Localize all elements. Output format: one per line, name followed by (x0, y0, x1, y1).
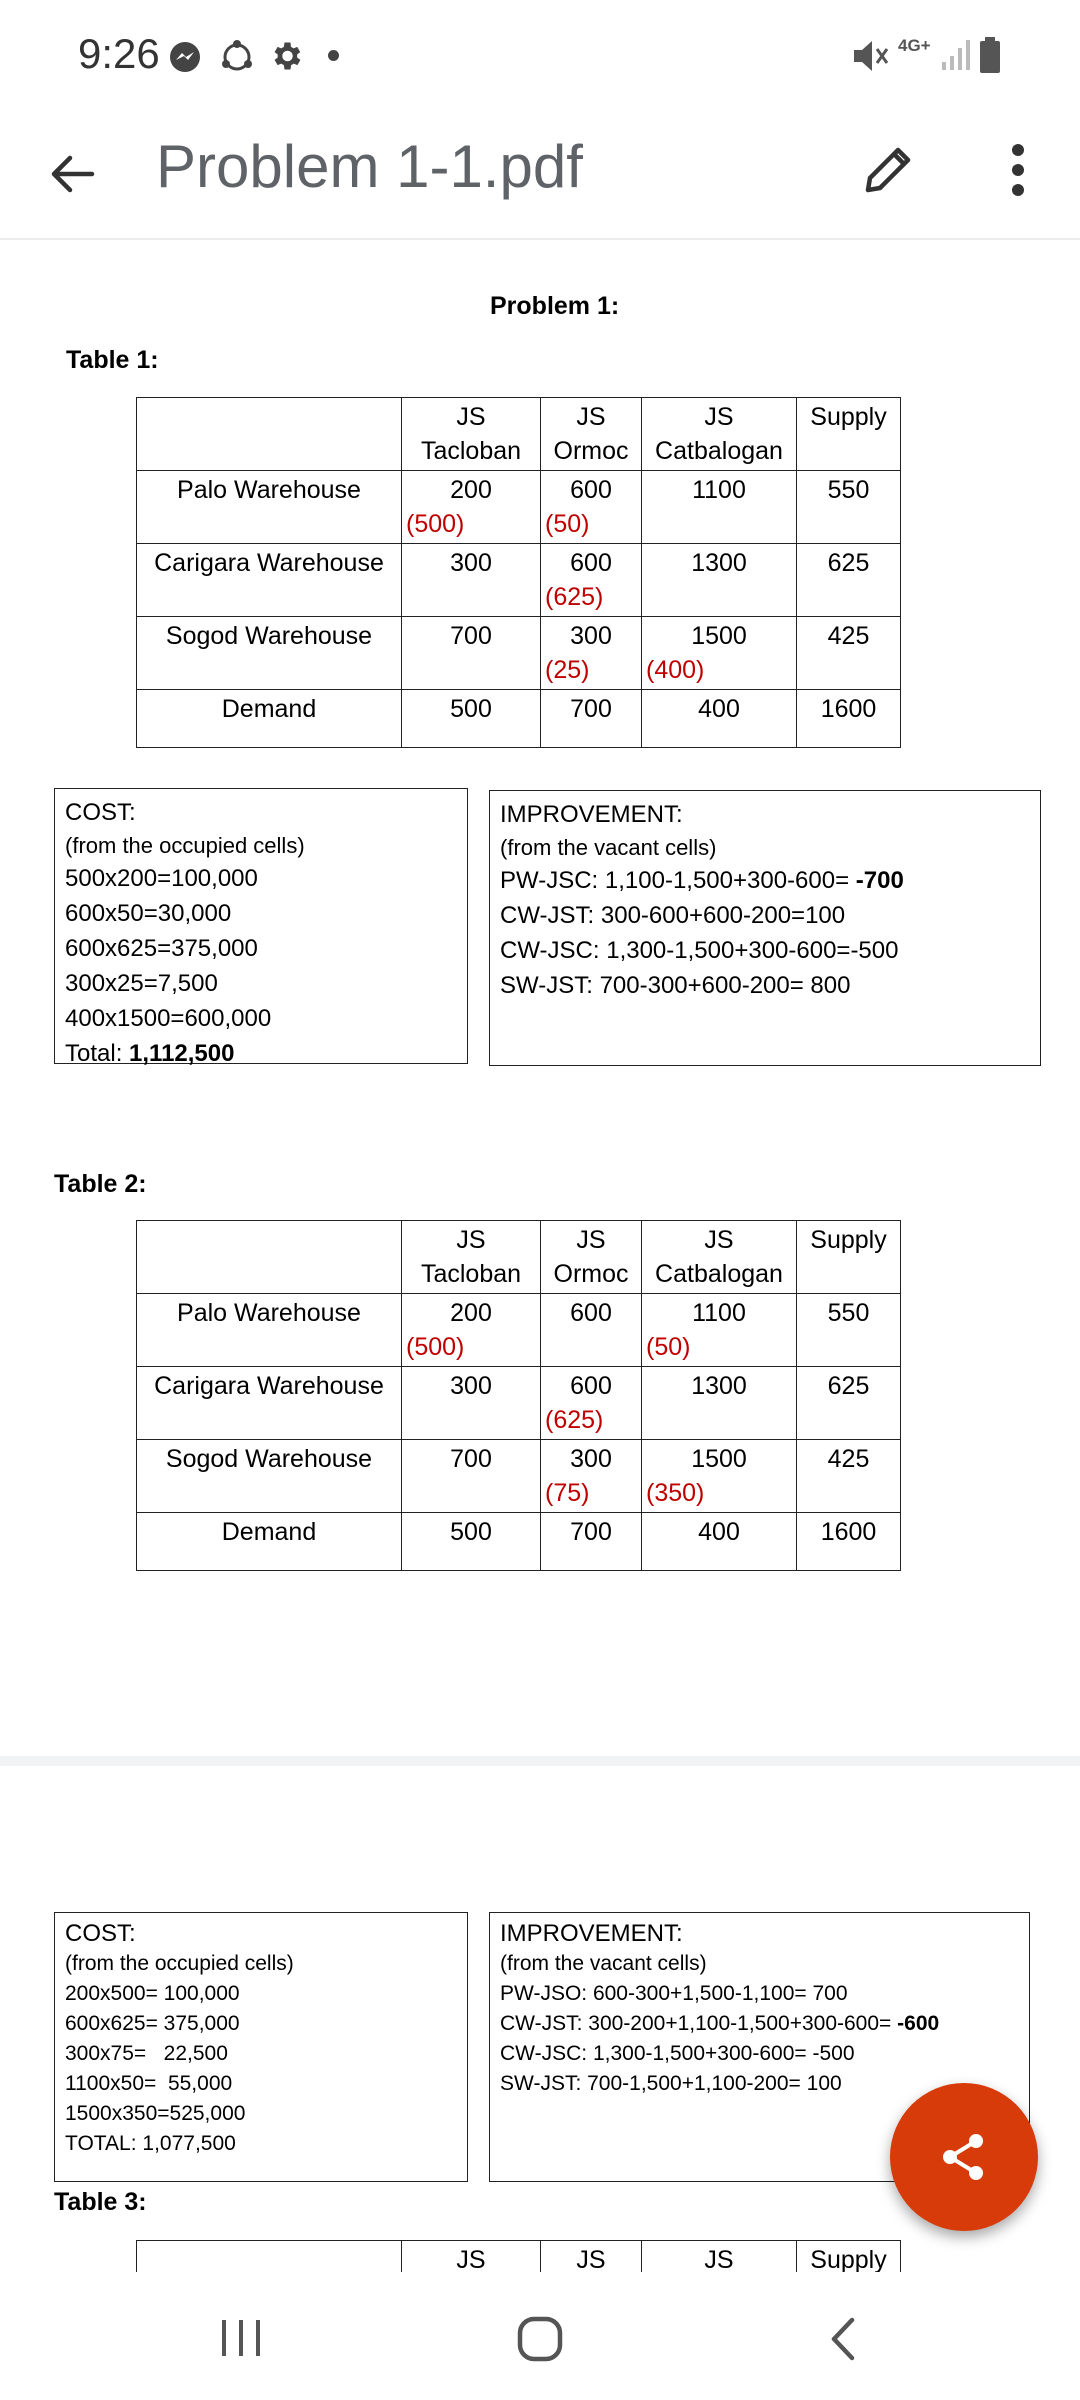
cost-line: 200x500= 100,000 (65, 1982, 240, 2005)
table-header-cell (137, 2241, 402, 2273)
pdf-page-1 (0, 240, 1080, 1756)
table-cell: 300 (25) (541, 617, 642, 690)
recents-icon[interactable] (218, 2316, 264, 2360)
table1-label: Table 1: (66, 346, 159, 374)
improvement-line: PW-JSO: 600-300+1,500-1,100= 700 (500, 1982, 848, 2005)
navigation-bar (0, 2272, 1080, 2400)
cost-total: Total: 1,112,500 (65, 1040, 235, 1067)
improvement-subtitle: (from the vacant cells) (500, 835, 717, 860)
settings-icon (268, 38, 304, 74)
table-header-cell: JS Tacloban (402, 398, 541, 471)
home-icon[interactable] (515, 2314, 565, 2364)
improvement-line: SW-JST: 700-300+600-200= 800 (500, 972, 851, 999)
table-cell: 625 (797, 1367, 901, 1440)
cost-box-2 (54, 1912, 468, 2182)
row-name: Demand (137, 690, 402, 748)
improvement-title: IMPROVEMENT: (500, 1920, 683, 1947)
table-header-cell: Supply (797, 1221, 901, 1294)
table-cell: 600 (625) (541, 544, 642, 617)
pencil-icon[interactable] (856, 138, 920, 202)
table-cell: 1300 (642, 1367, 797, 1440)
mute-icon (850, 36, 890, 76)
app-bar (0, 110, 1080, 240)
table-header-cell: JS (402, 2241, 541, 2273)
table-row (137, 617, 901, 690)
improvement-title: IMPROVEMENT: (500, 801, 683, 828)
more-vert-icon[interactable] (1000, 138, 1036, 202)
cost-line: 500x200=100,000 (65, 865, 258, 892)
table-header-cell: JS (642, 2241, 797, 2273)
cost-subtitle: (from the occupied cells) (65, 1952, 294, 1975)
table-header-cell: JS Catbalogan (642, 398, 797, 471)
cost-line: 300x25=7,500 (65, 970, 218, 997)
table-header-cell (137, 1221, 402, 1294)
row-name: Sogod Warehouse (137, 617, 402, 690)
cost-line: 1100x50= 55,000 (65, 2072, 233, 2095)
table-cell: 550 (797, 471, 901, 544)
cost-line: 600x625= 375,000 (65, 2012, 240, 2035)
share-button[interactable] (890, 2083, 1038, 2231)
improvement-line: CW-JSC: 1,300-1,500+300-600=-500 (500, 937, 899, 964)
network-label: 4G+ (898, 36, 931, 55)
cost-box-1 (54, 788, 468, 1067)
back-arrow-icon[interactable] (44, 146, 100, 202)
table-cell: 700 (402, 617, 541, 690)
table-cell: 1500 (350) (642, 1440, 797, 1513)
table1 (136, 397, 901, 748)
status-time: 9:26 (78, 30, 160, 77)
table-cell: 200 (500) (402, 471, 541, 544)
table-cell: 700 (541, 1513, 642, 1571)
table-cell: 200 (500) (402, 1294, 541, 1367)
table-row (137, 1440, 901, 1513)
table3 (136, 2240, 901, 2272)
improvement-line: CW-JSC: 1,300-1,500+300-600= -500 (500, 2042, 855, 2065)
table-cell: 600 (625) (541, 1367, 642, 1440)
table-row (137, 1513, 901, 1571)
table-header-cell (137, 398, 402, 471)
table-cell: 425 (797, 617, 901, 690)
table-row (137, 690, 901, 748)
cost-line: 400x1500=600,000 (65, 1005, 272, 1032)
share-icon (936, 2129, 992, 2185)
table-cell: 700 (402, 1440, 541, 1513)
table-cell: 400 (642, 1513, 797, 1571)
table-cell: 1300 (642, 544, 797, 617)
table-cell: 500 (402, 1513, 541, 1571)
improvement-line: PW-JSC: 1,100-1,500+300-600= -700 (500, 867, 904, 894)
improvement-line: CW-JST: 300-200+1,100-1,500+300-600= -600 (500, 2012, 940, 2035)
row-name: Demand (137, 1513, 402, 1571)
table-cell: 300 (402, 544, 541, 617)
table-cell: 300 (75) (541, 1440, 642, 1513)
table-cell: 1600 (797, 690, 901, 748)
cost-total: TOTAL: 1,077,500 (65, 2132, 236, 2155)
sync-icon (218, 38, 256, 76)
table-cell: 600 (541, 1294, 642, 1367)
table-header-cell: JS Ormoc (541, 398, 642, 471)
status-bar (0, 0, 1080, 110)
table-cell: 400 (642, 690, 797, 748)
table-cell: 1100 (642, 471, 797, 544)
cost-line: 300x75= 22,500 (65, 2042, 228, 2065)
table-header-row (137, 1221, 901, 1294)
table-row (137, 1367, 901, 1440)
row-name: Carigara Warehouse (137, 1367, 402, 1440)
dot-icon (328, 50, 339, 61)
table-row (137, 544, 901, 617)
improvement-box-1 (489, 790, 1041, 1066)
table-cell: 1100 (50) (642, 1294, 797, 1367)
table-header-cell: JS Catbalogan (642, 1221, 797, 1294)
table-row (137, 471, 901, 544)
table-header-cell: JS (541, 2241, 642, 2273)
table2 (136, 1220, 901, 1571)
problem-heading: Problem 1: (490, 292, 620, 320)
table-cell: 550 (797, 1294, 901, 1367)
table-cell: 425 (797, 1440, 901, 1513)
table-cell: 625 (797, 544, 901, 617)
table-cell: 600 (50) (541, 471, 642, 544)
table-cell: 700 (541, 690, 642, 748)
improvement-line: CW-JST: 300-600+600-200=100 (500, 902, 846, 929)
table-header-row (137, 398, 901, 471)
page-title: Problem 1-1.pdf (156, 133, 583, 200)
table-header-cell: Supply (797, 398, 901, 471)
cost-title: COST: (65, 1920, 136, 1947)
improvement-subtitle: (from the vacant cells) (500, 1952, 707, 1975)
table3-label: Table 3: (54, 2188, 147, 2216)
row-name: Sogod Warehouse (137, 1440, 402, 1513)
table-cell: 1600 (797, 1513, 901, 1571)
table-cell: 300 (402, 1367, 541, 1440)
cost-subtitle: (from the occupied cells) (65, 833, 305, 858)
improvement-line: SW-JST: 700-1,500+1,100-200= 100 (500, 2072, 842, 2095)
signal-icon (940, 38, 970, 72)
table-row (137, 1294, 901, 1367)
cost-line: 1500x350=525,000 (65, 2102, 246, 2125)
table-header-cell: JS Ormoc (541, 1221, 642, 1294)
table-cell: 500 (402, 690, 541, 748)
back-icon[interactable] (826, 2316, 860, 2362)
table-cell: 1500 (400) (642, 617, 797, 690)
table-header-cell: Supply (797, 2241, 901, 2273)
row-name: Palo Warehouse (137, 1294, 402, 1367)
row-name: Carigara Warehouse (137, 544, 402, 617)
table2-label: Table 2: (54, 1170, 147, 1198)
battery-icon (978, 36, 1002, 74)
row-name: Palo Warehouse (137, 471, 402, 544)
table-header-row (137, 2241, 901, 2273)
cost-title: COST: (65, 799, 136, 826)
messenger-icon (168, 40, 202, 74)
page-separator (0, 1756, 1080, 1766)
cost-line: 600x625=375,000 (65, 935, 258, 962)
table-header-cell: JS Tacloban (402, 1221, 541, 1294)
cost-line: 600x50=30,000 (65, 900, 232, 927)
